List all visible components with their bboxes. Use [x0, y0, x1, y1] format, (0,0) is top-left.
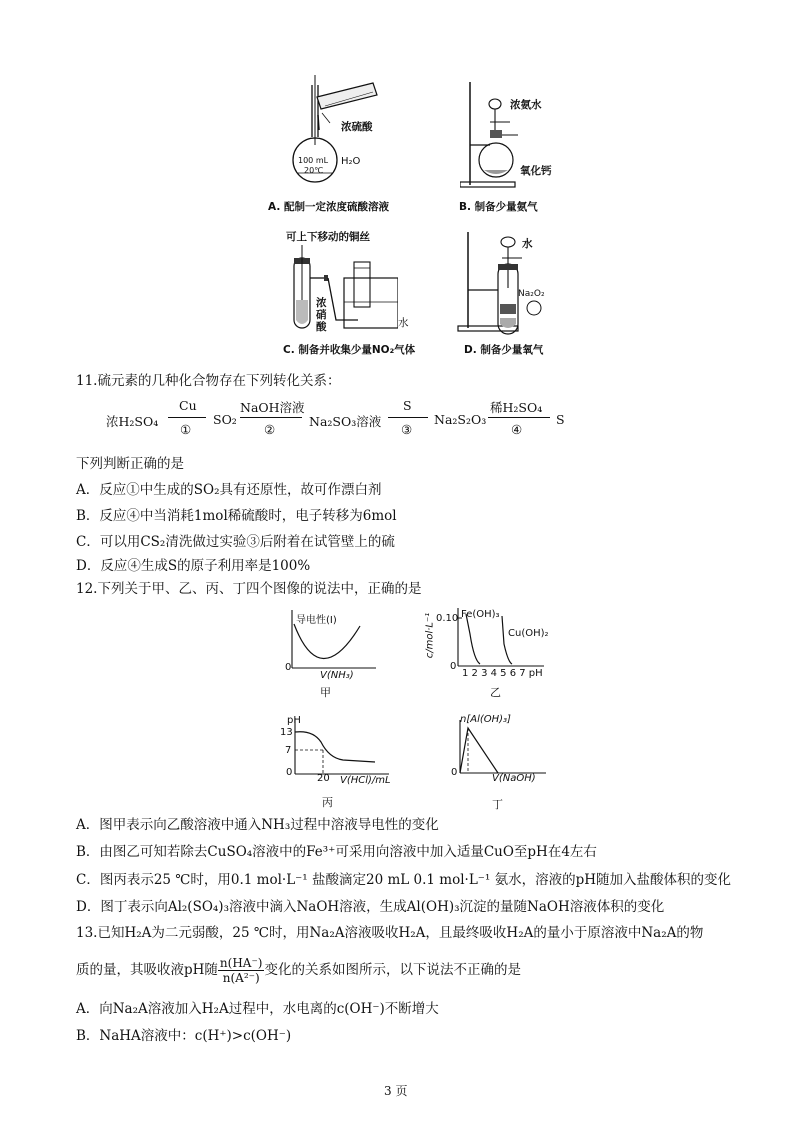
figure-b-ammonia-label: 浓氨水 [510, 99, 542, 111]
q13-fraction [218, 956, 265, 985]
graph-bing-origin: 0 [286, 767, 293, 778]
graph-ding-origin: 0 [451, 767, 458, 778]
figure-c-caption: C. 制备并收集少量NO₂气体 [283, 344, 416, 356]
q12-option-a: A．图甲表示向乙酸溶液中通入NH₃过程中溶液导电性的变化 [76, 817, 439, 833]
figure-c-copper-wire-label: 可上下移动的铜丝 [286, 231, 370, 243]
figure-d-na2o2-label: Na₂O₂ [518, 289, 545, 299]
figure-a-flask-temp: 20℃ [304, 166, 324, 175]
q11-option-c: C．可以用CS₂清洗做过实验③后附着在试管壁上的硫 [76, 534, 395, 550]
chain-arrow-4 [488, 417, 550, 418]
graph-yi-series-cu: Cu(OH)₂ [508, 628, 549, 639]
figure-b-caption: B. 制备少量氨气 [459, 201, 538, 213]
page-number: 3 页 [384, 1084, 408, 1098]
q12-stem: 12.下列关于甲、乙、丙、丁四个图像的说法中，正确的是 [76, 581, 422, 597]
figure-a-caption: A. 配制一定浓度硫酸溶液 [268, 201, 389, 213]
chain-step-2: ② [264, 422, 276, 437]
graph-bing-name: 丙 [322, 796, 333, 809]
graph-jia-origin: 0 [285, 662, 292, 673]
chain-species-3: Na₂S₂O₃ [434, 412, 487, 427]
chain-arrow-3 [388, 417, 428, 418]
q13-stem-line2 [76, 952, 521, 988]
graph-yi-name: 乙 [490, 686, 501, 699]
graph-ding [450, 718, 550, 776]
chain-reagent-1: Cu [179, 398, 197, 413]
graph-jia-name: 甲 [320, 686, 331, 699]
graph-bing-y7: 7 [285, 745, 292, 756]
graph-yi-series-fe: Fe(OH)₃ [461, 609, 500, 620]
chain-species-4: S [556, 412, 565, 427]
chain-species-2: Na₂SO₃溶液 [309, 414, 382, 429]
chain-step-1: ① [180, 422, 192, 437]
chain-arrow-1 [168, 417, 206, 418]
chain-reagent-4: 稀H₂SO₄ [490, 400, 543, 415]
graph-yi-ytick: 0.10 [436, 613, 459, 624]
figure-a-reagent-label: 浓硫酸 [341, 121, 373, 133]
q13-fraction-numerator: n(HA⁻) [219, 956, 263, 970]
graph-ding-ylabel: n[Al(OH)₃] [460, 714, 511, 725]
graph-bing-ylabel: pH [287, 715, 301, 726]
graph-ding-xlabel: V(NaOH) [492, 773, 536, 784]
figure-c-acid-label-1: 浓硝酸 [316, 297, 327, 333]
q11-prompt: 下列判断正确的是 [76, 456, 184, 472]
q11-stem: 11.硫元素的几种化合物存在下列转化关系： [76, 373, 341, 389]
chain-step-4: ④ [511, 422, 523, 437]
graph-bing-xlabel: V(HCl)/mL [340, 775, 391, 786]
graph-jia-xlabel: V(NH₃) [320, 670, 354, 681]
figure-d-caption: D. 制备少量氧气 [464, 344, 544, 356]
graph-ding-name: 丁 [492, 798, 503, 811]
chain-arrow-2 [240, 417, 302, 418]
q11-option-d: D．反应④生成S的原子利用率是100% [76, 558, 311, 574]
q11-option-b: B．反应④中当消耗1mol稀硫酸时，电子转移为6mol [76, 508, 397, 524]
q13-option-a: A．向Na₂A溶液加入H₂A过程中，水电离的c(OH⁻)不断增大 [76, 1001, 439, 1017]
figure-a-water-label: H₂O [341, 156, 361, 167]
graph-jia-ylabel: 导电性(I) [296, 615, 337, 626]
q12-option-b: B．由图乙可知若除去CuSO₄溶液中的Fe³⁺可采用向溶液中加入适量CuO至pH在4左右 [76, 844, 597, 860]
graph-yi-xticks: 1 2 3 4 5 6 7 pH [462, 668, 543, 679]
figure-c-water-label: 水 [398, 317, 409, 329]
q12-option-c: C．图丙表示25 ℃时，用0.1 mol·L⁻¹ 盐酸滴定20 mL 0.1 mol·L⁻¹ 氨水，溶液的pH随加入盐酸体积的变化 [76, 872, 732, 888]
q13-fraction-denominator: n(A²⁻) [222, 971, 260, 985]
chain-step-3: ③ [401, 422, 413, 437]
chain-reagent-3: S [403, 398, 412, 413]
q13-stem-line1: 13.已知H₂A为二元弱酸，25 ℃时，用Na₂A溶液吸收H₂A，且最终吸收H₂A的量小于原溶液中Na₂A的物 [76, 925, 704, 941]
graph-bing-y13: 13 [280, 727, 293, 738]
chain-species-0: 浓H₂SO₄ [106, 414, 159, 429]
figure-d-water-label: 水 [522, 238, 533, 250]
q11-option-a: A．反应①中生成的SO₂具有还原性，故可作漂白剂 [76, 482, 382, 498]
chain-reagent-2: NaOH溶液 [240, 400, 305, 415]
chain-species-1: SO₂ [213, 412, 237, 427]
q12-option-d: D．图丁表示向Al₂(SO₄)₃溶液中滴入NaOH溶液，生成Al(OH)₃沉淀的量随NaOH溶液体积的变化 [76, 899, 665, 915]
graph-yi-origin: 0 [450, 661, 457, 672]
q11-reaction-chain [106, 398, 576, 438]
graph-yi-ylabel: c/mol·L⁻¹ [424, 612, 436, 659]
figure-c-no2-apparatus [288, 240, 398, 335]
q13-stem-pre: 质的量，其吸收液pH随 [76, 962, 218, 978]
graph-bing-x20: 20 [317, 773, 330, 784]
q13-option-b: B．NaHA溶液中：c(H⁺)>c(OH⁻) [76, 1028, 292, 1044]
figure-a-flask-volume: 100 mL [298, 156, 329, 165]
q13-stem-post: 变化的关系如图所示，以下说法不正确的是 [264, 962, 521, 978]
figure-b-cao-label: 氧化钙 [520, 165, 552, 177]
